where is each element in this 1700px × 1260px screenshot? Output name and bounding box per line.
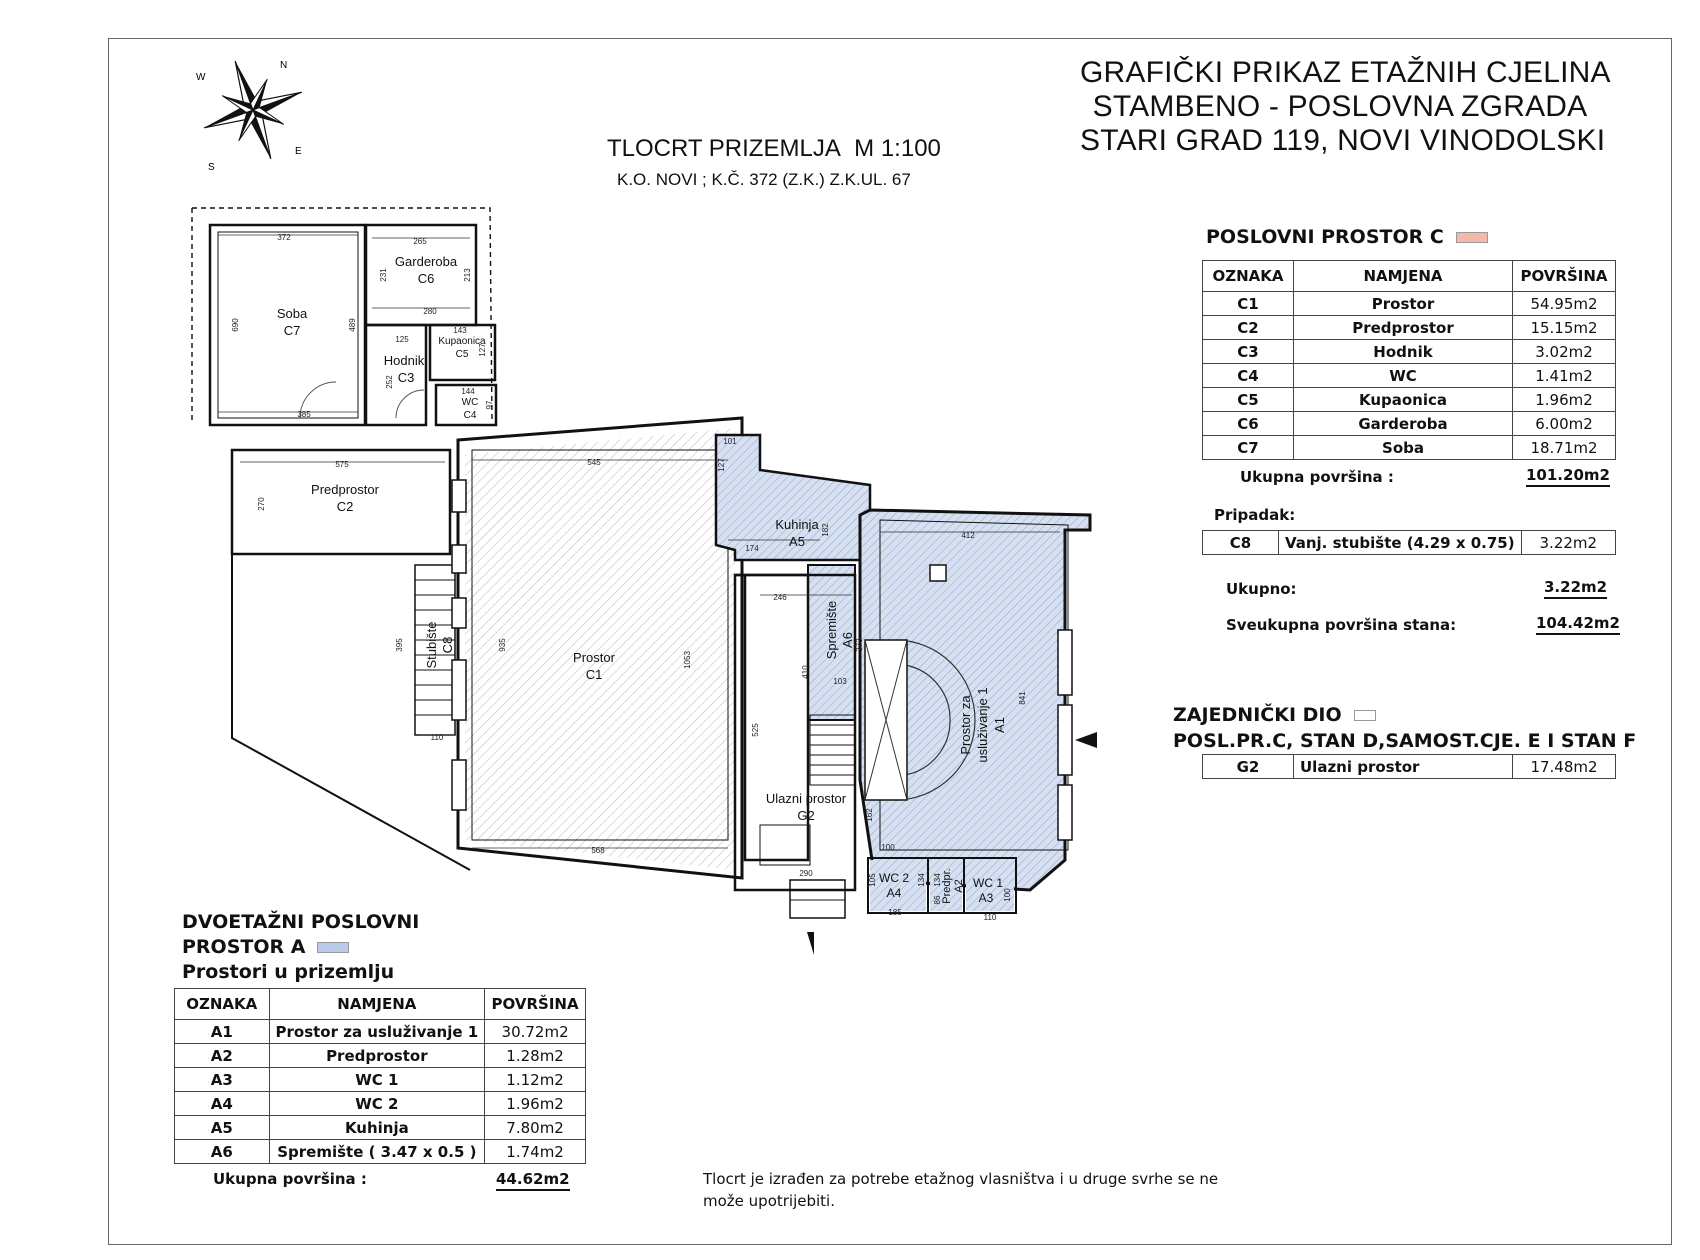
- dim-110b: 110: [983, 913, 997, 922]
- dim-127: 127: [478, 343, 487, 357]
- compass-east-label: E: [295, 146, 302, 157]
- dim-103: 103: [833, 677, 847, 686]
- label-c1-name: Prostor: [573, 650, 615, 665]
- compass-west-label: W: [196, 72, 206, 83]
- row-area: 18.71m2: [1513, 436, 1616, 460]
- dim-412: 412: [961, 531, 975, 540]
- compass-north-label: N: [280, 60, 288, 71]
- label-a6-name: Spremište: [824, 600, 839, 660]
- row-code: A6: [175, 1140, 270, 1164]
- row-code: A1: [175, 1020, 270, 1044]
- row-area: 1.12m2: [485, 1068, 586, 1092]
- dim-372: 372: [277, 233, 291, 242]
- row-code: C2: [1203, 316, 1294, 340]
- row-name: Prostor: [1294, 292, 1513, 316]
- row-code: C1: [1203, 292, 1294, 316]
- row-area: 1.74m2: [485, 1140, 586, 1164]
- row-code: C6: [1203, 412, 1294, 436]
- label-a3-name: WC 1: [973, 876, 1003, 890]
- dim-97: 97: [485, 400, 494, 410]
- section-c-total-label: Ukupna površina :: [1240, 468, 1394, 486]
- label-c6-code: C6: [417, 271, 435, 286]
- label-c5-name: Kupaonica: [438, 336, 486, 347]
- label-a1-code: A1: [992, 717, 1007, 733]
- row-name: Predprostor: [1294, 316, 1513, 340]
- dim-525: 525: [751, 723, 760, 737]
- entrance-arrow-icon: [1075, 732, 1097, 748]
- label-g2-code: G2: [797, 808, 815, 823]
- entrance-arrow-icon: [807, 932, 814, 955]
- row-area: 3.22m2: [1521, 531, 1615, 555]
- entrance-steps: [790, 880, 845, 918]
- label-c3-name: Hodnik: [383, 353, 425, 368]
- yard-outline: [232, 554, 470, 870]
- row-area: 1.41m2: [1513, 364, 1616, 388]
- dim-410: 410: [801, 665, 810, 679]
- row-code: C7: [1203, 436, 1294, 460]
- ukupno-value-text: 3.22m2: [1544, 578, 1607, 599]
- label-a2-code: A2: [953, 879, 965, 893]
- row-name: Vanj. stubište (4.29 x 0.75): [1278, 531, 1521, 555]
- section-a-title-line-1: DVOETAŽNI POSLOVNI: [182, 911, 420, 933]
- label-c8-name: Stubište: [424, 621, 439, 669]
- label-c7-code: C7: [283, 323, 301, 338]
- row-area: 1.96m2: [485, 1092, 586, 1116]
- label-a3-code: A3: [978, 891, 994, 905]
- dim-373: 373: [855, 638, 864, 652]
- column-a1: [930, 565, 946, 581]
- row-code: A4: [175, 1092, 270, 1116]
- ukupno-label: Ukupno:: [1226, 580, 1297, 598]
- row-name: Kuhinja: [269, 1116, 485, 1140]
- label-a4-code: A4: [886, 886, 902, 900]
- dim-174: 174: [745, 544, 759, 553]
- title-line-2: STAMBENO - POSLOVNA ZGRADA: [1092, 90, 1588, 123]
- row-area: 1.96m2: [1513, 388, 1616, 412]
- dim-290: 290: [799, 869, 813, 878]
- section-a-subtitle: Prostori u prizemlju: [182, 961, 395, 983]
- row-area: 54.95m2: [1513, 292, 1616, 316]
- dim-162: 162: [865, 808, 874, 822]
- dim-86: 86: [933, 895, 942, 905]
- row-code: A5: [175, 1116, 270, 1140]
- dim-270: 270: [257, 497, 266, 511]
- common-subtitle: POSL.PR.C, STAN D,SAMOST.CJE. E I STAN F: [1173, 730, 1637, 752]
- column-header-namjena: NAMJENA: [269, 989, 485, 1020]
- dim-110: 110: [430, 733, 444, 742]
- row-name: WC: [1294, 364, 1513, 388]
- row-name: WC 1: [269, 1068, 485, 1092]
- title-line-1: GRAFIČKI PRIKAZ ETAŽNIH CJELINA: [1080, 56, 1611, 89]
- dim-935: 935: [498, 638, 507, 652]
- section-a-title-line-2-text: PROSTOR A: [182, 936, 306, 958]
- row-code: C8: [1203, 531, 1279, 555]
- column-header-namjena: NAMJENA: [1294, 261, 1513, 292]
- row-name: Kupaonica: [1294, 388, 1513, 412]
- plan-scale: M 1:100: [854, 135, 941, 162]
- row-name: Ulazni prostor: [1294, 755, 1513, 779]
- dim-185: 185: [888, 908, 902, 917]
- dim-134: 134: [917, 873, 926, 887]
- row-area: 15.15m2: [1513, 316, 1616, 340]
- dim-125: 125: [395, 335, 409, 344]
- row-area: 30.72m2: [485, 1020, 586, 1044]
- row-area: 17.48m2: [1513, 755, 1616, 779]
- dim-134b: 134: [933, 873, 942, 887]
- label-a2-name: Predpr.: [941, 868, 953, 904]
- plan-title-text: TLOCRT PRIZEMLJA: [607, 135, 840, 162]
- row-area: 1.28m2: [485, 1044, 586, 1068]
- row-name: Soba: [1294, 436, 1513, 460]
- column-header-oznaka: OZNAKA: [175, 989, 270, 1020]
- door-swing-c3: [396, 390, 424, 418]
- row-name: Spremište ( 3.47 x 0.5 ): [269, 1140, 485, 1164]
- dim-100: 100: [881, 843, 895, 852]
- row-code: C3: [1203, 340, 1294, 364]
- dim-182: 182: [821, 523, 830, 537]
- compass-south-label: S: [208, 162, 215, 173]
- common-title-text: ZAJEDNIČKI DIO: [1173, 704, 1342, 726]
- dim-143: 143: [453, 326, 467, 335]
- dim-231: 231: [379, 268, 388, 282]
- row-area: 3.02m2: [1513, 340, 1616, 364]
- dim-568: 568: [591, 846, 605, 855]
- dim-395: 395: [395, 638, 404, 652]
- row-area: 6.00m2: [1513, 412, 1616, 436]
- grand-total-label: Sveukupna površina stana:: [1226, 616, 1457, 634]
- dim-105: 105: [868, 873, 877, 887]
- site-boundary: [192, 208, 492, 420]
- row-name: Predprostor: [269, 1044, 485, 1068]
- label-c8-code: C8: [440, 636, 455, 654]
- row-code: A3: [175, 1068, 270, 1092]
- label-g2-name: Ulazni prostor: [765, 791, 847, 806]
- dim-101: 101: [723, 437, 737, 446]
- row-code: A2: [175, 1044, 270, 1068]
- label-a1-name-2: usluživanje 1: [975, 687, 990, 763]
- label-c6-name: Garderoba: [394, 254, 458, 269]
- section-a-total-value-text: 44.62m2: [496, 1170, 570, 1191]
- row-name: Garderoba: [1294, 412, 1513, 436]
- column-header-povrsina: POVRŠINA: [1513, 261, 1616, 292]
- label-a6-code: A6: [840, 632, 855, 648]
- dim-265: 265: [413, 237, 427, 246]
- column-header-oznaka: OZNAKA: [1203, 261, 1294, 292]
- row-name: Prostor za usluživanje 1: [269, 1020, 485, 1044]
- dim-144: 144: [461, 387, 475, 396]
- row-code: C4: [1203, 364, 1294, 388]
- dim-841: 841: [1018, 691, 1027, 705]
- usage-note-line-1: Tlocrt je izrađen za potrebe etažnog vlasništva i u druge svrhe se ne: [703, 1170, 1219, 1188]
- column-header-povrsina: POVRŠINA: [485, 989, 586, 1020]
- label-c3-code: C3: [397, 370, 415, 385]
- cadastre-reference: K.O. NOVI ; K.Č. 372 (Z.K.) Z.K.UL. 67: [617, 170, 911, 189]
- windows-a1: [1058, 630, 1072, 840]
- dim-100b: 100: [1003, 888, 1012, 902]
- label-c1-code: C1: [585, 667, 603, 682]
- dim-252: 252: [385, 375, 394, 389]
- dim-213: 213: [463, 268, 472, 282]
- dim-545: 545: [587, 458, 601, 467]
- title-line-3: STARI GRAD 119, NOVI VINODOLSKI: [1080, 124, 1606, 157]
- label-c4-code: C4: [463, 410, 477, 421]
- grand-total-value-text: 104.42m2: [1536, 614, 1620, 635]
- dim-575: 575: [335, 460, 349, 469]
- dim-690: 690: [231, 318, 240, 332]
- label-a5-code: A5: [789, 534, 805, 549]
- label-c4-name: WC: [461, 397, 479, 408]
- section-a-total-label: Ukupna površina :: [213, 1170, 367, 1188]
- pripadak-label: Pripadak:: [1214, 506, 1296, 524]
- label-a1-name: Prostor za: [958, 695, 973, 755]
- usage-note-line-2: može upotrijebiti.: [703, 1192, 835, 1210]
- dim-280: 280: [423, 307, 437, 316]
- label-c2-name: Predprostor: [311, 482, 379, 497]
- section-c-total-value-text: 101.20m2: [1526, 466, 1610, 487]
- dim-385: 385: [297, 410, 311, 419]
- stair-g2: [810, 715, 855, 785]
- row-name: WC 2: [269, 1092, 485, 1116]
- dim-489: 489: [348, 318, 357, 332]
- row-area: 7.80m2: [485, 1116, 586, 1140]
- label-a4-name: WC 2: [879, 871, 909, 885]
- label-a5-name: Kuhinja: [775, 517, 819, 532]
- dim-127b: 127: [717, 458, 726, 472]
- label-c2-code: C2: [336, 499, 354, 514]
- row-code: G2: [1203, 755, 1294, 779]
- dim-246: 246: [773, 593, 787, 602]
- dim-1053: 1053: [683, 651, 692, 669]
- row-name: Hodnik: [1294, 340, 1513, 364]
- label-c7-name: Soba: [276, 306, 308, 321]
- row-code: C5: [1203, 388, 1294, 412]
- label-c5-code: C5: [455, 349, 469, 360]
- section-c-title-text: POSLOVNI PROSTOR C: [1206, 226, 1444, 248]
